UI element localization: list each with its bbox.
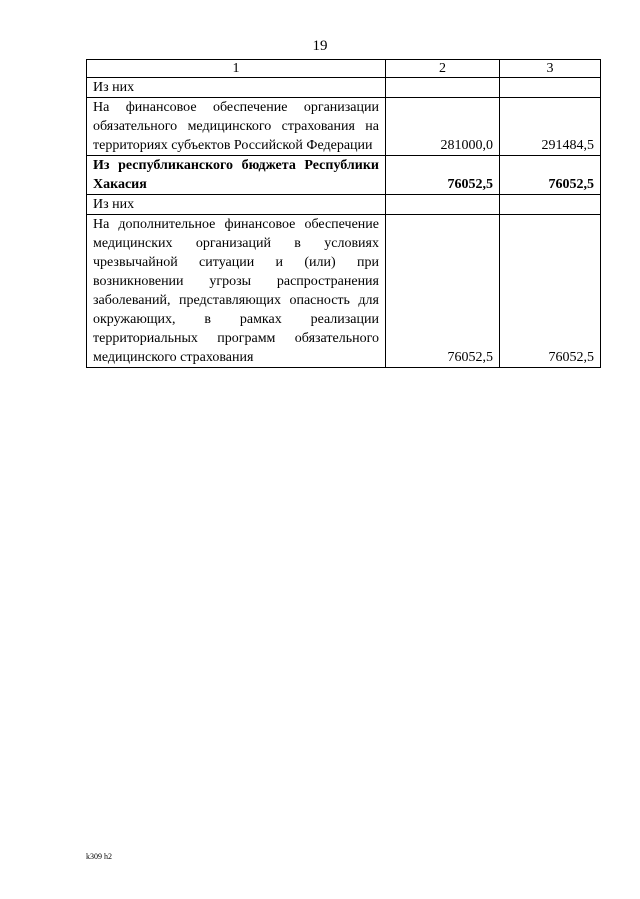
- table-header-row: [87, 60, 601, 78]
- row-label: На дополнительное финансовое обеспечение медицинских организаций в условиях чрезвычайной ситуации и (или) при возникновении угрозы распространения заболеваний, представляющих опасность для окружающих, в рамках реализации территориальных программ обязательного медицинского страхования: [87, 215, 386, 368]
- table-row: [87, 78, 601, 98]
- budget-table: [86, 59, 601, 368]
- table-row: [87, 215, 601, 368]
- row-value-col3: [500, 195, 601, 215]
- column-header-2: 2: [386, 60, 500, 78]
- column-header-1: 1: [87, 60, 386, 78]
- row-label: Из них: [87, 78, 386, 98]
- row-label: Из республиканского бюджета Республики Хакасия: [87, 156, 386, 195]
- table-row: [87, 98, 601, 156]
- row-value-col2: [386, 195, 500, 215]
- table-row-subtotal: [87, 156, 601, 195]
- row-value-col3: [500, 78, 601, 98]
- footer-code: k309 h2: [86, 852, 112, 861]
- row-label: Из них: [87, 195, 386, 215]
- page-number: 19: [312, 38, 328, 54]
- table-row: [87, 195, 601, 215]
- row-value-col2: 76052,5: [386, 156, 500, 195]
- row-label: На финансовое обеспечение организации обязательного медицинского страхования на территориях субъектов Российской Федерации: [87, 98, 386, 156]
- column-header-3: 3: [500, 60, 601, 78]
- row-value-col3: 76052,5: [500, 215, 601, 368]
- row-value-col3: 291484,5: [500, 98, 601, 156]
- row-value-col2: 281000,0: [386, 98, 500, 156]
- row-value-col2: [386, 78, 500, 98]
- row-value-col3: 76052,5: [500, 156, 601, 195]
- row-value-col2: 76052,5: [386, 215, 500, 368]
